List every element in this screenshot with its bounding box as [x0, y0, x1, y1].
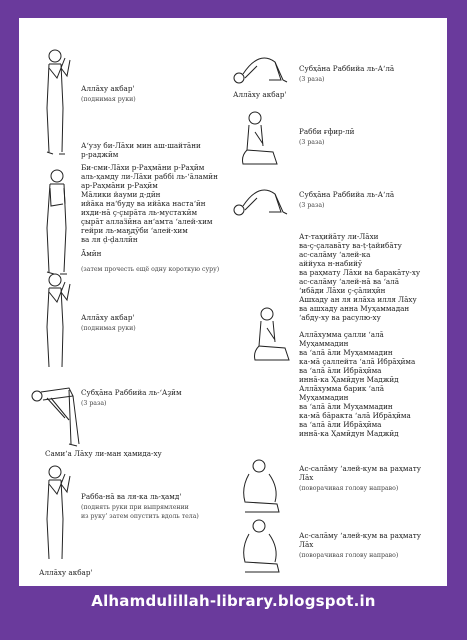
rabbana-note-2: из руку' затем опустить вдоль тела)	[81, 513, 199, 520]
salawat-line-2: Муҳаммадин	[299, 339, 349, 348]
sitting-tashahhud-figure	[245, 306, 295, 366]
tashahhud-line-6: ас-салāму ʻалей-нā ва ʻалā	[299, 277, 400, 286]
takbir-text-1: Аллāху акбарꞌ	[81, 84, 135, 93]
standing-raised-hands-figure-2	[37, 272, 77, 372]
sitting-salam-left-figure	[235, 518, 285, 576]
standing-hands-folded-figure	[37, 168, 77, 278]
sitting-jalsa-figure-1	[233, 110, 283, 170]
salawat-line-4: ка-мā çаллейта ʻалā Ибрāҳӣма	[299, 357, 416, 366]
instruction-page	[19, 18, 447, 586]
salawat-line-1: Аллāхумма çалли ʻалā	[299, 330, 384, 339]
prostration-sujud-figure-1	[231, 48, 289, 86]
fatiha-line-3: ар-Раҳмāни р-Раҳӣм	[81, 181, 158, 190]
ruku-tasbih-note: (3 раза)	[81, 400, 107, 407]
takbir-text-2: Аллāху акбарꞌ	[81, 313, 135, 322]
fatiha-line-9: ва ля ḍ-ḍаллӣн	[81, 235, 138, 244]
rabbi-ghfir-note: (3 раза)	[299, 139, 325, 146]
salam-right-line-1: Ас-салāму ʻалей-кум ва раҳмату	[299, 464, 422, 473]
opening-line-1: Аʻузу би-Лāхи мин аш-шайтāни	[81, 141, 201, 150]
salam-right-line-2: Лāх	[299, 473, 314, 482]
tashahhud-line-8: Ашхаду ан ля илāха илля Лāху	[299, 295, 417, 304]
tashahhud-line-7: ʻибāди Лāхи ç-çāлиҳӣн	[299, 286, 386, 295]
rabbana-text: Рабба-нā ва ля-ка ль-ҳамдꞌ	[81, 492, 182, 501]
salawat-line-6: иннā-ка Ҳамӣдун Маджӣд	[299, 375, 399, 384]
salawat-line-10: ка-мā бāракта ʻалā Ибрāҳӣма	[299, 411, 411, 420]
tashahhud-line-3: ас-салāму ʻалей-ка	[299, 250, 371, 259]
fatiha-line-4: Мāлики йауми д-дӣн	[81, 190, 161, 199]
sujud-tasbih-text-2: Субҳāна Раббийа ль-Аʻлā	[299, 190, 395, 199]
salawat-line-12: иннā-ка Ҳамӣдун Маджӣд	[299, 429, 399, 438]
takbir-note-2: (поднимая руки)	[81, 325, 136, 332]
fatiha-line-5: ийāка наʻбуду ва ийāка настаʻӣн	[81, 199, 206, 208]
tashahhud-line-5: ва раҳмату Лāхи ва баракāту-ху	[299, 268, 421, 277]
salam-second-note: (поворачивая голову направо)	[299, 552, 399, 559]
salam-second-line-1: Ас-салāму ʻалей-кум ва раҳмату	[299, 531, 422, 540]
fatiha-line-1: Би-сми-Лāхи р-Раҳмāни р-Раҳӣм	[81, 163, 205, 172]
fatiha-line-7: çырāт аллаӟӣна анʻамта ʻалей-хим	[81, 217, 213, 226]
amin-text: Āмӣн	[81, 249, 102, 258]
tashahhud-line-10: ʻабду-ху ва расулю-ху	[299, 313, 381, 322]
prostration-sujud-figure-2	[231, 180, 289, 218]
takbir-text-3: Аллāху акбарꞌ	[39, 568, 93, 577]
tashahhud-line-9: ва ашхаду анна Муҳаммадан	[299, 304, 410, 313]
sitting-salam-right-figure	[235, 458, 285, 516]
bowing-ruku-figure	[29, 378, 89, 448]
salam-second-line-2: Лāх	[299, 540, 314, 549]
salawat-line-7: Аллāхумма барик ʻалā	[299, 384, 385, 393]
tashahhud-line-1: Ат-таҳийāту ли-Лāхи	[299, 232, 379, 241]
takbir-text-4: Аллāху акбарꞌ	[233, 90, 287, 99]
tashahhud-line-4: аййуха н-набийӯ	[299, 259, 363, 268]
sami-allahu-text: Самиʻа Лāху ли-ман ҳамида-ху	[45, 449, 162, 458]
fatiha-line-8: гейри ль-маҕдӯби ʻалей-хим	[81, 226, 188, 235]
rabbana-note-1: (поднять руки при выпрямлении	[81, 504, 189, 511]
salawat-line-11: ва ʻалā āли Ибрāҳӣма	[299, 420, 382, 429]
salawat-line-8: Муҳаммадин	[299, 393, 349, 402]
sujud-tasbih-note-2: (3 раза)	[299, 202, 325, 209]
salawat-line-5: ва ʻалā āли Ибрāҳӣма	[299, 366, 382, 375]
surah-note: (затем прочесть ещё одну короткую суру)	[81, 266, 220, 273]
tashahhud-line-2: ва-ç-çалавāту ва-ṭ-ṭайибāту	[299, 241, 402, 250]
site-footer-watermark: Alhamdulillah-library.blogspot.in	[91, 592, 376, 610]
salawat-line-9: ва ʻалā āли Муҳаммадин	[299, 402, 393, 411]
sujud-tasbih-note-1: (3 раза)	[299, 76, 325, 83]
takbir-note-1: (поднимая руки)	[81, 96, 136, 103]
fatiha-line-2: аль-ҳамду ли-Лāхи раббі ль-ʻāламӣн	[81, 172, 218, 181]
standing-raised-hands-figure-3	[37, 464, 77, 564]
sujud-tasbih-text-1: Субҳāна Раббийа ль-Аʻлā	[299, 64, 395, 73]
standing-raised-hands-figure-1	[37, 48, 77, 158]
salawat-line-3: ва ʻалā āли Муҳаммадин	[299, 348, 393, 357]
rabbi-ghfir-text: Рабби ғфир-лӣ	[299, 127, 355, 136]
ruku-tasbih-text: Субҳāна Раббийа ль-ʻАҙӣм	[81, 388, 182, 397]
fatiha-line-6: ихди-нā ç-çырāта ль-мустаҡӣм	[81, 208, 198, 217]
salam-right-note: (поворачивая голову направо)	[299, 485, 399, 492]
opening-line-2: р-раджӣм	[81, 150, 119, 159]
